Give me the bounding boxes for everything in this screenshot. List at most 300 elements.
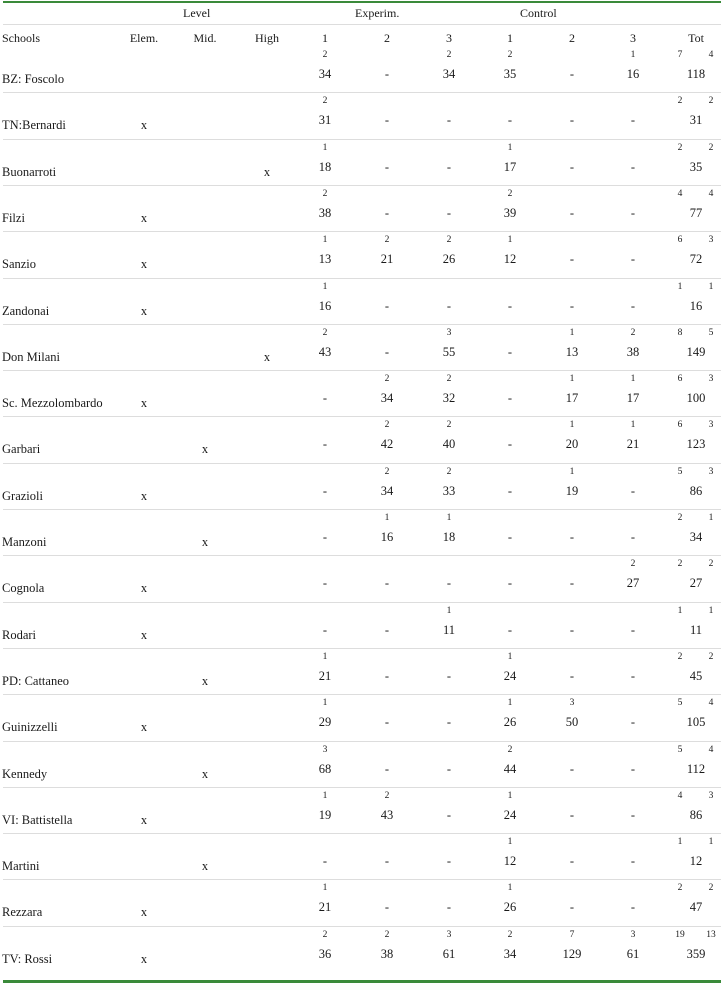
value-cell: - bbox=[569, 576, 575, 591]
sub-count: 1 bbox=[677, 281, 683, 292]
value-cell: - bbox=[569, 530, 575, 544]
total-value: 105 bbox=[686, 715, 706, 730]
sub-count: 13 bbox=[706, 929, 716, 940]
col-header-mid: Mid. bbox=[193, 31, 217, 45]
value-cell: 50 bbox=[565, 715, 579, 730]
sub-count: 5 bbox=[677, 466, 683, 477]
row-divider bbox=[3, 324, 721, 325]
value-cell: 40 bbox=[442, 437, 456, 452]
total-value: 100 bbox=[686, 391, 706, 406]
sub-count: 2 bbox=[708, 883, 714, 894]
row-divider bbox=[3, 833, 721, 834]
sub-count: 1 bbox=[446, 513, 452, 523]
value-cell: - bbox=[446, 113, 452, 128]
school-name: Filzi bbox=[2, 210, 25, 225]
sub-count: 1 bbox=[708, 605, 714, 616]
value-cell: 12 bbox=[503, 854, 517, 869]
value-cell: 43 bbox=[318, 344, 332, 359]
value-cell: 129 bbox=[562, 946, 582, 961]
sub-count: 2 bbox=[677, 142, 683, 153]
value-cell: - bbox=[569, 159, 575, 174]
sub-count: 3 bbox=[708, 235, 714, 246]
value-cell: 11 bbox=[442, 622, 456, 637]
sub-count: 4 bbox=[708, 50, 714, 60]
total-value: 27 bbox=[689, 576, 703, 591]
value-cell: - bbox=[384, 622, 390, 637]
row-divider bbox=[3, 185, 721, 186]
sub-count: 3 bbox=[708, 466, 714, 477]
row-divider bbox=[3, 231, 721, 232]
level-mark: x bbox=[140, 905, 148, 920]
sub-count: 2 bbox=[446, 466, 452, 477]
sub-count: 4 bbox=[708, 698, 714, 709]
sub-count: 1 bbox=[677, 605, 683, 616]
value-cell: - bbox=[322, 437, 328, 452]
total-value: 34 bbox=[689, 530, 703, 544]
row-divider bbox=[3, 741, 721, 742]
value-cell: 36 bbox=[318, 946, 332, 961]
sub-count: 3 bbox=[630, 929, 636, 940]
value-cell: - bbox=[384, 715, 390, 730]
value-cell: - bbox=[384, 67, 390, 81]
sub-count: 2 bbox=[322, 188, 328, 199]
value-cell: 61 bbox=[442, 946, 456, 961]
col-header-high: High bbox=[255, 31, 279, 45]
bottom-rule bbox=[3, 980, 721, 983]
col-header-exp-3: 3 bbox=[446, 31, 452, 45]
row-divider bbox=[3, 278, 721, 279]
value-cell: - bbox=[507, 622, 513, 637]
value-cell: 19 bbox=[565, 483, 579, 498]
value-cell: - bbox=[384, 159, 390, 174]
sub-count: 1 bbox=[322, 698, 328, 709]
total-value: 72 bbox=[689, 252, 703, 267]
value-cell: - bbox=[630, 715, 636, 730]
level-mark: x bbox=[140, 627, 148, 642]
value-cell: - bbox=[569, 761, 575, 776]
school-name: Manzoni bbox=[2, 535, 47, 549]
col-header-exp-2: 2 bbox=[384, 31, 390, 45]
total-value: 112 bbox=[686, 761, 706, 776]
sub-count: 1 bbox=[322, 235, 328, 246]
row-divider bbox=[3, 370, 721, 371]
value-cell: - bbox=[322, 576, 328, 591]
value-cell: - bbox=[446, 668, 452, 683]
total-value: 118 bbox=[686, 67, 706, 81]
value-cell: 34 bbox=[380, 391, 394, 406]
value-cell: 17 bbox=[565, 391, 579, 406]
sub-count: 5 bbox=[677, 698, 683, 709]
value-cell: 38 bbox=[380, 946, 394, 961]
sub-count: 1 bbox=[630, 50, 636, 60]
group-header-level: Level bbox=[183, 6, 211, 20]
sub-count: 2 bbox=[630, 327, 636, 338]
sub-count: 2 bbox=[384, 374, 390, 385]
col-header-elem: Elem. bbox=[129, 31, 159, 45]
value-cell: - bbox=[384, 761, 390, 776]
sub-count: 2 bbox=[507, 929, 513, 940]
total-value: 12 bbox=[689, 854, 703, 869]
sub-count: 2 bbox=[384, 790, 390, 801]
value-cell: 42 bbox=[380, 437, 394, 452]
school-name: Martini bbox=[2, 859, 40, 874]
sub-count: 2 bbox=[507, 50, 513, 60]
sub-count: 8 bbox=[677, 327, 683, 338]
value-cell: - bbox=[446, 807, 452, 822]
level-mark: x bbox=[201, 442, 209, 457]
sub-count: 1 bbox=[507, 142, 513, 153]
value-cell: 32 bbox=[442, 391, 456, 406]
school-name: Rezzara bbox=[2, 905, 43, 920]
sub-count: 2 bbox=[446, 374, 452, 385]
total-value: 86 bbox=[689, 807, 703, 822]
sub-count: 2 bbox=[446, 50, 452, 60]
school-name: BZ: Foscolo bbox=[2, 72, 65, 86]
value-cell: - bbox=[384, 576, 390, 591]
sub-count: 2 bbox=[384, 235, 390, 246]
sub-count: 2 bbox=[630, 559, 636, 570]
row-divider bbox=[3, 648, 721, 649]
sub-count: 3 bbox=[446, 327, 452, 338]
row-divider bbox=[3, 879, 721, 880]
value-cell: 68 bbox=[318, 761, 332, 776]
value-cell: - bbox=[384, 113, 390, 128]
value-cell: - bbox=[569, 205, 575, 220]
school-name: VI: Battistella bbox=[2, 812, 73, 827]
value-cell: 16 bbox=[318, 298, 332, 313]
school-name: TN:Bernardi bbox=[2, 118, 66, 133]
school-name: Grazioli bbox=[2, 488, 43, 503]
value-cell: - bbox=[507, 298, 513, 313]
value-cell: 18 bbox=[318, 159, 332, 174]
value-cell: - bbox=[569, 252, 575, 267]
school-name: Guinizzelli bbox=[2, 720, 58, 735]
value-cell: - bbox=[507, 483, 513, 498]
value-cell: - bbox=[507, 113, 513, 128]
value-cell: - bbox=[446, 900, 452, 915]
value-cell: - bbox=[630, 530, 636, 544]
school-name: TV: Rossi bbox=[2, 951, 53, 966]
value-cell: - bbox=[507, 391, 513, 406]
row-divider bbox=[3, 416, 721, 417]
value-cell: - bbox=[507, 344, 513, 359]
sub-count: 6 bbox=[677, 374, 683, 385]
row-divider bbox=[3, 602, 721, 603]
total-value: 35 bbox=[689, 159, 703, 174]
value-cell: 26 bbox=[503, 900, 517, 915]
value-cell: - bbox=[322, 622, 328, 637]
row-divider bbox=[3, 92, 721, 93]
school-name: Zandonai bbox=[2, 303, 50, 318]
value-cell: 55 bbox=[442, 344, 456, 359]
sub-count: 7 bbox=[569, 929, 575, 940]
value-cell: 34 bbox=[380, 483, 394, 498]
level-mark: x bbox=[140, 812, 148, 827]
value-cell: 21 bbox=[380, 252, 394, 267]
value-cell: - bbox=[630, 761, 636, 776]
value-cell: 18 bbox=[442, 530, 456, 544]
value-cell: 24 bbox=[503, 668, 517, 683]
col-header-ctrl-2: 2 bbox=[569, 31, 575, 45]
sub-count: 2 bbox=[322, 327, 328, 338]
sub-count: 1 bbox=[708, 837, 714, 848]
value-cell: - bbox=[569, 67, 575, 81]
value-cell: - bbox=[384, 668, 390, 683]
value-cell: 34 bbox=[318, 67, 332, 81]
value-cell: 61 bbox=[626, 946, 640, 961]
value-cell: 17 bbox=[626, 391, 640, 406]
school-name: Rodari bbox=[2, 627, 37, 642]
sub-count: 5 bbox=[677, 744, 683, 755]
sub-count: 2 bbox=[677, 96, 683, 107]
total-value: 149 bbox=[686, 344, 706, 359]
sub-count: 1 bbox=[322, 651, 328, 662]
value-cell: - bbox=[446, 205, 452, 220]
sub-count: 2 bbox=[708, 559, 714, 570]
school-name: Sanzio bbox=[2, 257, 37, 272]
sub-count: 2 bbox=[322, 929, 328, 940]
sub-count: 4 bbox=[677, 188, 683, 199]
value-cell: 20 bbox=[565, 437, 579, 452]
sub-count: 2 bbox=[446, 235, 452, 246]
col-header-exp-1: 1 bbox=[322, 31, 328, 45]
value-cell: - bbox=[322, 530, 328, 544]
sub-count: 4 bbox=[708, 744, 714, 755]
value-cell: 38 bbox=[626, 344, 640, 359]
value-cell: - bbox=[569, 113, 575, 128]
total-value: 16 bbox=[689, 298, 703, 313]
level-mark: x bbox=[201, 673, 209, 688]
sub-count: 1 bbox=[507, 698, 513, 709]
level-mark: x bbox=[140, 303, 148, 318]
value-cell: - bbox=[569, 668, 575, 683]
level-mark: x bbox=[201, 535, 209, 549]
value-cell: - bbox=[446, 576, 452, 591]
level-mark: x bbox=[140, 488, 148, 503]
value-cell: - bbox=[630, 807, 636, 822]
sub-count: 1 bbox=[708, 513, 714, 523]
value-cell: - bbox=[569, 854, 575, 869]
sub-count: 3 bbox=[446, 929, 452, 940]
sub-count: 2 bbox=[677, 513, 683, 523]
col-header-tot: Tot bbox=[688, 31, 704, 45]
value-cell: 33 bbox=[442, 483, 456, 498]
col-header-schools: Schools bbox=[2, 31, 41, 45]
value-cell: 39 bbox=[503, 205, 517, 220]
value-cell: - bbox=[630, 900, 636, 915]
value-cell: 34 bbox=[442, 67, 456, 81]
value-cell: 24 bbox=[503, 807, 517, 822]
value-cell: 29 bbox=[318, 715, 332, 730]
value-cell: - bbox=[446, 854, 452, 869]
sub-count: 1 bbox=[507, 790, 513, 801]
value-cell: 13 bbox=[565, 344, 579, 359]
value-cell: - bbox=[630, 252, 636, 267]
row-divider bbox=[3, 926, 721, 927]
sub-count: 6 bbox=[677, 235, 683, 246]
value-cell: - bbox=[630, 298, 636, 313]
value-cell: - bbox=[507, 437, 513, 452]
top-rule bbox=[3, 1, 721, 3]
row-divider bbox=[3, 787, 721, 788]
school-name: Kennedy bbox=[2, 766, 48, 781]
value-cell: - bbox=[384, 205, 390, 220]
col-header-ctrl-3: 3 bbox=[630, 31, 636, 45]
level-mark: x bbox=[263, 164, 271, 179]
total-value: 77 bbox=[689, 205, 703, 220]
sub-count: 1 bbox=[708, 281, 714, 292]
sub-count: 1 bbox=[569, 420, 575, 431]
value-cell: 43 bbox=[380, 807, 394, 822]
sub-count: 3 bbox=[322, 744, 328, 755]
value-cell: - bbox=[569, 807, 575, 822]
sub-count: 1 bbox=[507, 837, 513, 848]
value-cell: - bbox=[446, 761, 452, 776]
level-mark: x bbox=[140, 581, 148, 596]
value-cell: - bbox=[384, 854, 390, 869]
value-cell: 13 bbox=[318, 252, 332, 267]
sub-count: 2 bbox=[708, 96, 714, 107]
value-cell: - bbox=[630, 668, 636, 683]
value-cell: - bbox=[322, 391, 328, 406]
total-value: 11 bbox=[689, 622, 703, 637]
value-cell: - bbox=[446, 715, 452, 730]
sub-count: 2 bbox=[384, 420, 390, 431]
sub-count: 6 bbox=[677, 420, 683, 431]
value-cell: - bbox=[322, 854, 328, 869]
value-cell: - bbox=[569, 900, 575, 915]
sub-count: 2 bbox=[384, 466, 390, 477]
school-name: Garbari bbox=[2, 442, 41, 457]
sub-count: 2 bbox=[708, 651, 714, 662]
total-value: 123 bbox=[686, 437, 706, 452]
value-cell: - bbox=[322, 483, 328, 498]
value-cell: 44 bbox=[503, 761, 517, 776]
level-mark: x bbox=[140, 720, 148, 735]
value-cell: 16 bbox=[380, 530, 394, 544]
sub-count: 5 bbox=[708, 327, 714, 338]
level-mark: x bbox=[201, 859, 209, 874]
sub-count: 1 bbox=[507, 651, 513, 662]
total-value: 45 bbox=[689, 668, 703, 683]
total-value: 86 bbox=[689, 483, 703, 498]
value-cell: 26 bbox=[442, 252, 456, 267]
school-name: Sc. Mezzolombardo bbox=[2, 396, 103, 411]
sub-count: 3 bbox=[569, 698, 575, 709]
sub-count: 19 bbox=[675, 929, 685, 940]
level-mark: x bbox=[140, 118, 148, 133]
sub-count: 3 bbox=[708, 420, 714, 431]
value-cell: 27 bbox=[626, 576, 640, 591]
value-cell: 35 bbox=[503, 67, 517, 81]
level-mark: x bbox=[140, 951, 148, 966]
sub-count: 2 bbox=[708, 142, 714, 153]
row-divider bbox=[3, 555, 721, 556]
level-mark: x bbox=[140, 257, 148, 272]
sub-count: 2 bbox=[677, 651, 683, 662]
sub-count: 4 bbox=[708, 188, 714, 199]
value-cell: - bbox=[384, 298, 390, 313]
sub-count: 1 bbox=[569, 327, 575, 338]
value-cell: 19 bbox=[318, 807, 332, 822]
sub-count: 7 bbox=[677, 50, 683, 60]
total-value: 359 bbox=[686, 946, 706, 961]
level-mark: x bbox=[140, 396, 148, 411]
sub-count: 2 bbox=[507, 744, 513, 755]
sub-count: 3 bbox=[708, 374, 714, 385]
value-cell: - bbox=[630, 113, 636, 128]
group-header-control: Control bbox=[520, 6, 557, 20]
sub-count: 1 bbox=[446, 605, 452, 616]
sub-count: 2 bbox=[677, 559, 683, 570]
level-mark: x bbox=[263, 349, 271, 364]
school-name: PD: Cattaneo bbox=[2, 673, 70, 688]
sub-count: 1 bbox=[507, 235, 513, 246]
row-divider bbox=[3, 509, 721, 510]
value-cell: 17 bbox=[503, 159, 517, 174]
value-cell: - bbox=[507, 576, 513, 591]
total-value: 31 bbox=[689, 113, 703, 128]
value-cell: - bbox=[630, 159, 636, 174]
row-divider bbox=[3, 694, 721, 695]
value-cell: 34 bbox=[503, 946, 517, 961]
value-cell: - bbox=[446, 298, 452, 313]
value-cell: 26 bbox=[503, 715, 517, 730]
sub-count: 1 bbox=[630, 420, 636, 431]
value-cell: - bbox=[630, 622, 636, 637]
level-mark: x bbox=[140, 210, 148, 225]
sub-count: 1 bbox=[507, 883, 513, 894]
sub-count: 2 bbox=[507, 188, 513, 199]
col-header-ctrl-1: 1 bbox=[507, 31, 513, 45]
school-name: Buonarroti bbox=[2, 164, 57, 179]
sub-count: 2 bbox=[446, 420, 452, 431]
group-header-experim: Experim. bbox=[355, 6, 400, 20]
header-divider bbox=[3, 24, 721, 25]
sub-count: 2 bbox=[322, 50, 328, 60]
value-cell: - bbox=[384, 344, 390, 359]
value-cell: - bbox=[630, 483, 636, 498]
sub-count: 1 bbox=[569, 374, 575, 385]
value-cell: 21 bbox=[318, 900, 332, 915]
value-cell: - bbox=[384, 900, 390, 915]
sub-count: 2 bbox=[322, 96, 328, 107]
sub-count: 1 bbox=[322, 790, 328, 801]
value-cell: - bbox=[507, 530, 513, 544]
row-divider bbox=[3, 139, 721, 140]
sub-count: 1 bbox=[322, 883, 328, 894]
sub-count: 1 bbox=[384, 513, 390, 523]
sub-count: 1 bbox=[569, 466, 575, 477]
sub-count: 1 bbox=[322, 281, 328, 292]
sub-count: 1 bbox=[630, 374, 636, 385]
level-mark: x bbox=[201, 766, 209, 781]
sub-count: 3 bbox=[708, 790, 714, 801]
value-cell: 16 bbox=[626, 67, 640, 81]
sub-count: 2 bbox=[677, 883, 683, 894]
school-name: Cognola bbox=[2, 581, 45, 596]
value-cell: 31 bbox=[318, 113, 332, 128]
value-cell: - bbox=[569, 298, 575, 313]
sub-count: 4 bbox=[677, 790, 683, 801]
value-cell: - bbox=[569, 622, 575, 637]
value-cell: - bbox=[630, 854, 636, 869]
sub-count: 1 bbox=[322, 142, 328, 153]
value-cell: - bbox=[630, 205, 636, 220]
value-cell: 12 bbox=[503, 252, 517, 267]
value-cell: 21 bbox=[318, 668, 332, 683]
row-divider bbox=[3, 463, 721, 464]
